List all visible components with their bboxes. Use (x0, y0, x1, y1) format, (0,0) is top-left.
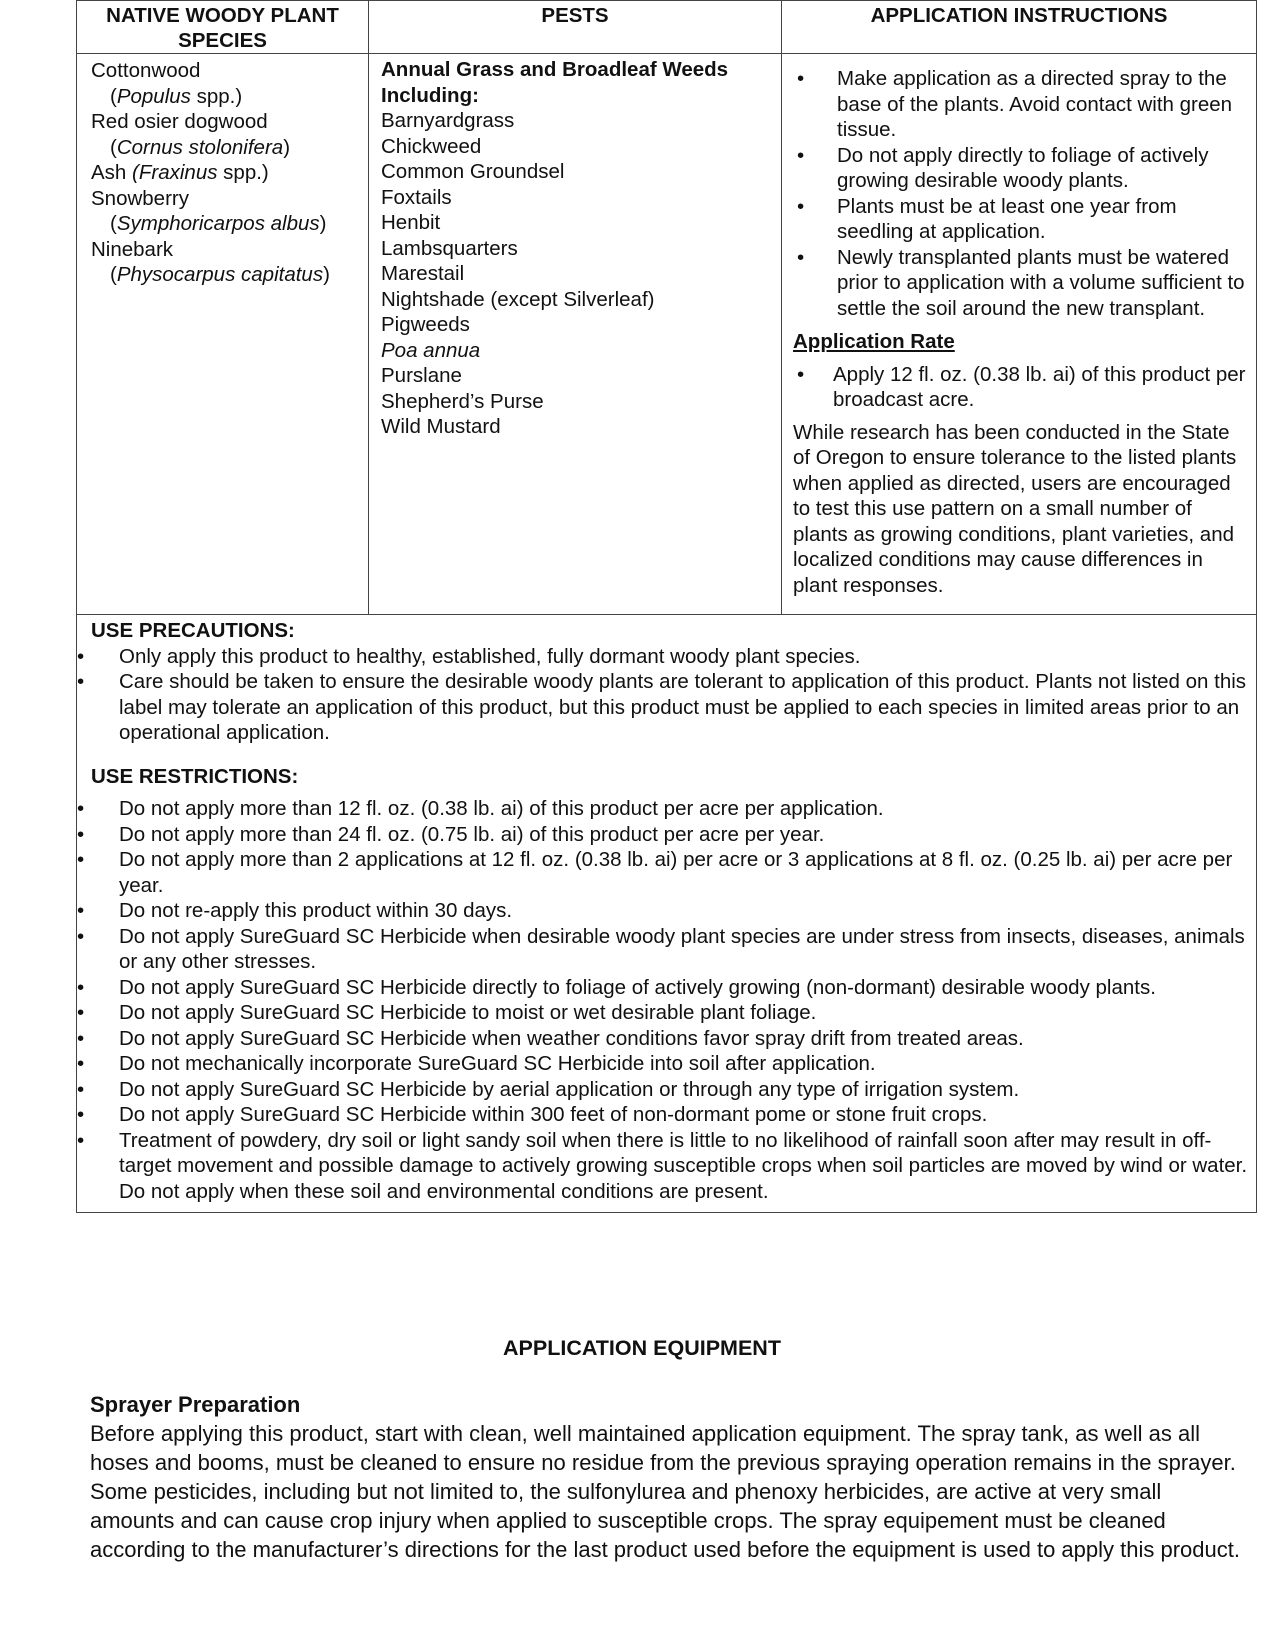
sprayer-preparation-section (90, 1390, 1240, 1564)
list-item: • Only apply this product to healthy, established, fully dormant woody plant species. (77, 644, 1250, 670)
pest-item: Lambsquarters (381, 236, 518, 260)
list-item: • Care should be taken to ensure the desirable woody plants are tolerant to application of this product. Plants not listed on this label may tolerate an application of this product, but this product must be applied to each species in limited areas prior to an operational application. (77, 669, 1250, 746)
list-item: • Do not apply SureGuard SC Herbicide by aerial application or through any type of irrigation system. (77, 1077, 1250, 1103)
section-title: APPLICATION EQUIPMENT (503, 1336, 781, 1360)
list-item: • Apply 12 fl. oz. (0.38 lb. ai) of this product per broadcast acre. (793, 362, 1248, 413)
species-sci: (Populus spp.) (110, 84, 243, 108)
pest-item: Henbit (381, 211, 441, 234)
instructions-cell (782, 54, 1257, 615)
instructions-list (793, 66, 1248, 321)
list-item: • Do not apply SureGuard SC Herbicide when weather conditions favor spray drift from treated areas. (77, 1026, 1250, 1052)
list-item: • Do not re-apply this product within 30 days. (77, 898, 1250, 924)
list-item: • Do not apply SureGuard SC Herbicide directly to foliage of actively growing (non-dormant) desirable woody plants. (77, 975, 1250, 1001)
species-item: Snowberry (91, 186, 189, 210)
list-item: • Do not apply more than 24 fl. oz. (0.75 lb. ai) of this product per acre per year. (77, 822, 1250, 848)
header-species: NATIVE WOODY PLANT SPECIES (77, 1, 369, 54)
species-item: Red osier dogwood (91, 110, 268, 133)
species-cell (77, 54, 369, 615)
research-note: While research has been conducted in the State of Oregon to ensure tolerance to the listed plants when applied as directed, users are encouraged to test this use pattern on a small number of plants as growing conditions, plant varieties, and localized conditions may cause differences in plant responses. (793, 420, 1237, 597)
pest-item: Purslane (381, 364, 462, 387)
pest-item: Wild Mustard (381, 415, 501, 438)
restrictions-list (91, 796, 1250, 1204)
species-item: Cottonwood (91, 59, 201, 82)
table-header-row (77, 1, 1257, 54)
pest-item: Poa annua (381, 338, 481, 362)
application-rate-title: Application Rate (793, 330, 955, 353)
pest-item: Nightshade (except Silverleaf) (381, 287, 655, 311)
precautions-list (91, 644, 1250, 746)
pest-item: Shepherd’s Purse (381, 389, 544, 413)
list-item: • Plants must be at least one year from seedling at application. (793, 194, 1248, 245)
pest-item: Chickweed (381, 134, 482, 158)
table-row (77, 54, 1257, 615)
precautions-row (77, 615, 1257, 1213)
pests-cell (369, 54, 782, 615)
list-item: • Do not apply more than 12 fl. oz. (0.38 lb. ai) of this product per acre per application. (77, 796, 1250, 822)
rate-list (793, 362, 1248, 413)
list-item: • Do not apply directly to foliage of actively growing desirable woody plants. (793, 143, 1248, 194)
section-subtitle: Sprayer Preparation (90, 1392, 301, 1417)
header-instructions: APPLICATION INSTRUCTIONS (782, 1, 1257, 54)
pest-item: Common Groundsel (381, 160, 565, 183)
list-item: • Do not apply more than 2 applications at 12 fl. oz. (0.38 lb. ai) per acre or 3 applications at 8 fl. oz. (0.25 lb. ai) per acre per year. (77, 847, 1250, 898)
list-item: • Do not apply SureGuard SC Herbicide within 300 feet of non-dormant pome or stone fruit crops. (77, 1102, 1250, 1128)
species-sci: (Symphoricarpos albus) (110, 212, 327, 235)
restrictions-title: USE RESTRICTIONS: (91, 764, 299, 788)
list-item: • Make application as a directed spray to the base of the plants. Avoid contact with green tissue. (793, 66, 1248, 143)
section-body: Before applying this product, start with clean, well maintained application equipment. The spray tank, as well as all hoses and booms, must be cleaned to ensure no residue from the previous spraying operation remains in the sprayer. Some pesticides, including but not limited to, the sulfonylurea and phenoxy herbicides, are active at very small amounts and can cause crop injury when applied to susceptible crops. The spray equipement must be cleaned according to the manufacturer’s directions for the last product used before the equipment is used to apply this product. (90, 1421, 1240, 1562)
species-sci: (Cornus stolonifera) (110, 135, 291, 159)
pests-heading: Annual Grass and Broadleaf Weeds Including: (381, 58, 729, 107)
pest-item: Foxtails (381, 185, 452, 209)
species-item: Ninebark (91, 237, 174, 261)
use-table (76, 0, 1257, 1213)
list-item: • Do not apply SureGuard SC Herbicide to moist or wet desirable plant foliage. (77, 1000, 1250, 1026)
precautions-cell (77, 615, 1257, 1213)
list-item: • Do not apply SureGuard SC Herbicide when desirable woody plant species are under stress from insects, diseases, animals or any other stresses. (77, 924, 1250, 975)
species-sci: (Physocarpus capitatus) (110, 263, 330, 286)
precautions-title: USE PRECAUTIONS: (91, 619, 295, 642)
species-item: Ash (Fraxinus spp.) (91, 161, 269, 184)
list-item: • Do not mechanically incorporate SureGuard SC Herbicide into soil after application. (77, 1051, 1250, 1077)
list-item: • Newly transplanted plants must be watered prior to application with a volume sufficient to settle the soil around the new transplant. (793, 245, 1248, 322)
pest-item: Barnyardgrass (381, 109, 515, 132)
pest-item: Marestail (381, 262, 465, 285)
pest-item: Pigweeds (381, 313, 470, 336)
label-document (76, 0, 1256, 1213)
header-pests: PESTS (369, 1, 782, 54)
list-item: • Treatment of powdery, dry soil or light sandy soil when there is little to no likelihood of rainfall soon after may result in off-target movement and possible damage to actively growing susceptible crops when soil particles are moved by wind or water. Do not apply when these soil and environmental conditions are present. (77, 1128, 1250, 1205)
